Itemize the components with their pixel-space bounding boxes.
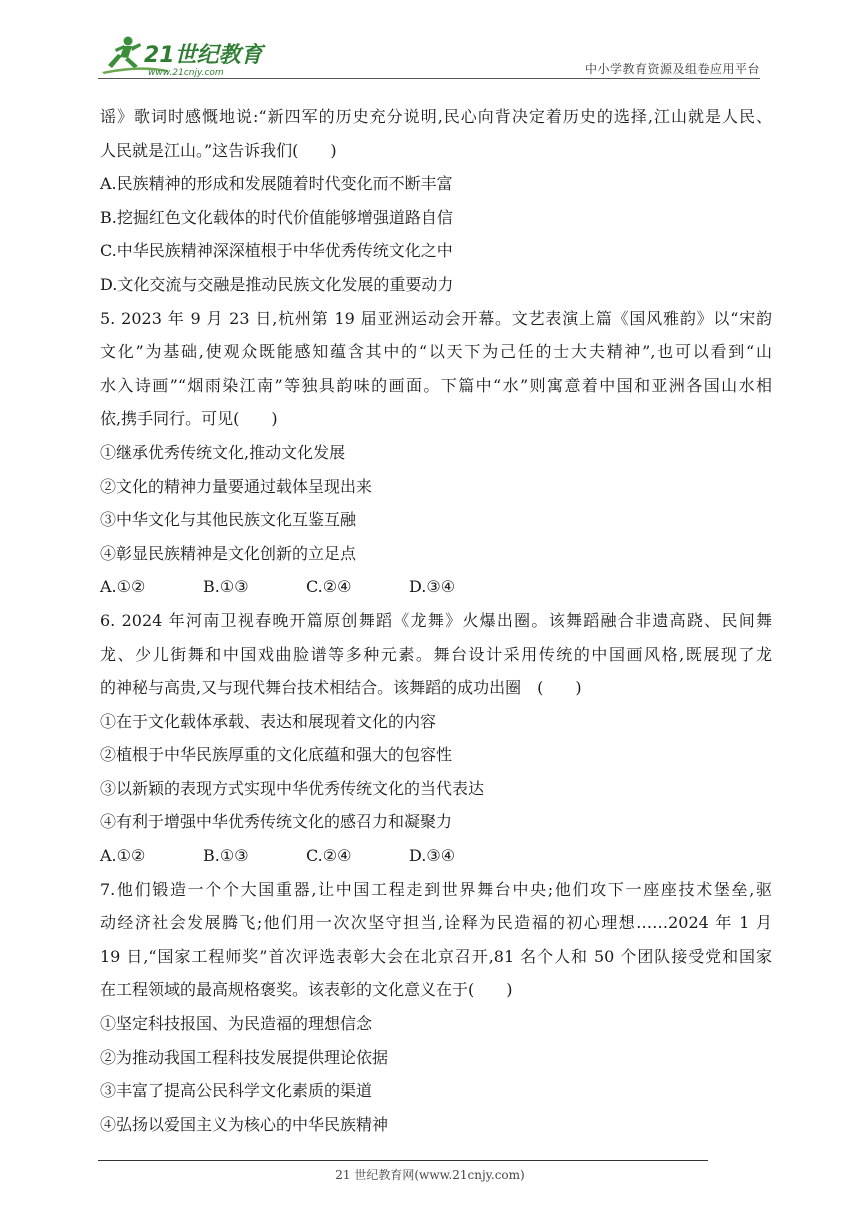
text-line: ①坚定科技报国、为民造福的理想信念 xyxy=(100,1014,373,1034)
text-line: 7.他们锻造一个个大国重器,让中国工程走到世界舞台中央;他们攻下一座座技术堡垒,驱 xyxy=(100,879,772,899)
text-line: 动经济社会发展腾飞;他们用一次次坚守担当,诠释为民造福的初心理想……2024 年 1 月 xyxy=(100,913,772,933)
header-platform-title: 中小学教育资源及组卷应用平台 xyxy=(584,62,760,76)
text-line: ②文化的精神力量要通过载体呈现出来 xyxy=(100,476,373,496)
text-line: ③以新颖的表现方式实现中华优秀传统文化的当代表达 xyxy=(100,778,485,798)
footer-divider xyxy=(98,1160,708,1161)
text-line: 人民就是江山。”这告诉我们( ) xyxy=(100,140,337,160)
text-line: ③丰富了提高公民科学文化素质的渠道 xyxy=(100,1081,373,1101)
text-line: 谣》歌词时感慨地说:“新四军的历史充分说明,民心向背决定着历史的选择,江山就是人民、 xyxy=(100,107,772,126)
site-logo xyxy=(98,34,268,80)
text-line: A.民族精神的形成和发展随着时代变化而不断丰富 xyxy=(100,174,453,194)
text-line: ①继承优秀传统文化,推动文化发展 xyxy=(100,442,346,462)
text-line: 19 日,“国家工程师奖”首次评选表彰大会在北京召开,81 名个人和 50 个团队接受党和国家 xyxy=(100,946,772,966)
text-line: 依,携手同行。可见( ) xyxy=(100,409,278,429)
text-line: ②植根于中华民族厚重的文化底蕴和强大的包容性 xyxy=(100,745,453,765)
text-line: ④有利于增强中华优秀传统文化的感召力和凝聚力 xyxy=(100,812,453,832)
question-content xyxy=(100,100,772,1141)
text-line: ④彰显民族精神是文化创新的立足点 xyxy=(100,543,357,563)
text-line: 6. 2024 年河南卫视春晚开篇原创舞蹈《龙舞》火爆出圈。该舞蹈融合非遗高跷、民间舞 xyxy=(100,610,772,630)
page-footer: 21 世纪教育网(www.21cnjy.com) xyxy=(335,1168,525,1182)
answer-option: C.②④ xyxy=(306,846,352,866)
text-line: 龙、少儿街舞和中国戏曲脸谱等多种元素。舞台设计采用传统的中国画风格,既展现了龙 xyxy=(100,644,772,664)
text-line: ④弘扬以爱国主义为核心的中华民族精神 xyxy=(100,1114,389,1134)
text-line: 文化”为基础,使观众既能感知蕴含其中的“以天下为己任的士大夫精神”,也可以看到“山 xyxy=(100,342,772,362)
text-line: ②为推动我国工程科技发展提供理论依据 xyxy=(100,1047,389,1067)
answer-options-row xyxy=(100,570,772,604)
svg-text:21世纪教育: 21世纪教育 xyxy=(144,43,263,68)
answer-option: A.①② xyxy=(100,577,146,597)
text-line: 水入诗画”“烟雨染江南”等独具韵味的画面。下篇中“水”则寓意着中国和亚洲各国山水相 xyxy=(100,375,772,395)
answer-options-row xyxy=(100,839,772,873)
svg-text:www.21cnjy.com: www.21cnjy.com xyxy=(148,68,224,78)
text-line: 的神秘与高贵,又与现代舞台技术相结合。该舞蹈的成功出圈 ( ) xyxy=(100,678,582,698)
answer-option: C.②④ xyxy=(306,577,352,597)
answer-option: B.①③ xyxy=(203,846,249,866)
text-line: ③中华文化与其他民族文化互鉴互融 xyxy=(100,510,357,530)
text-line: 5. 2023 年 9 月 23 日,杭州第 19 届亚洲运动会开幕。文艺表演上篇《国风雅韵》以“宋韵 xyxy=(100,308,772,328)
text-line: ①在于文化载体承载、表达和展现着文化的内容 xyxy=(100,711,437,731)
text-line: B.挖掘红色文化载体的时代价值能够增强道路自信 xyxy=(100,207,453,227)
answer-option: D.③④ xyxy=(409,846,456,866)
text-line: C.中华民族精神深深植根于中华优秀传统文化之中 xyxy=(100,241,453,261)
answer-option: D.③④ xyxy=(409,577,456,597)
text-line: 在工程领域的最高规格褒奖。该表彰的文化意义在于( ) xyxy=(100,980,513,1000)
answer-option: B.①③ xyxy=(203,577,249,597)
page-header xyxy=(98,34,760,80)
text-line: D.文化交流与交融是推动民族文化发展的重要动力 xyxy=(100,274,454,294)
answer-option: A.①② xyxy=(100,846,146,866)
header-divider xyxy=(98,78,760,79)
